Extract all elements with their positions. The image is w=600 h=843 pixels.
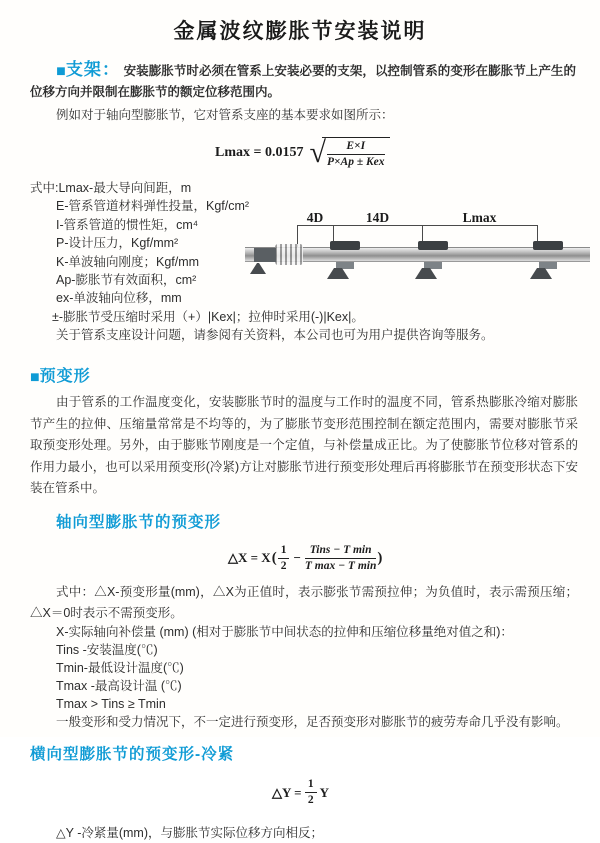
definition-line: 关于管系支座设计问题，请参阅有关资料，本公司也可为用户提供咨询等服务。 <box>56 328 494 343</box>
lmax-fraction <box>327 140 385 169</box>
temperature-fraction <box>305 544 377 573</box>
formula-axial <box>228 544 600 573</box>
blue-square-icon: ■ <box>30 369 40 386</box>
lateral-formula-rhs: Y <box>319 784 329 800</box>
section-heading-yubianxing: 预变形 <box>39 368 91 385</box>
dimension-label-4d: 4D <box>306 210 324 225</box>
definition-line: 式中:Lmax-最大导向间距，m <box>30 181 192 195</box>
bellows-expansion-joint <box>275 244 303 265</box>
definition-line: P-设计压力，Kgf/mm² <box>56 236 179 251</box>
lateral-note-text: △Y -冷紧量(mm)，与膨胀节实际位移方向相反； <box>56 826 324 841</box>
lateral-fraction-denominator: 2 <box>307 794 314 807</box>
sqrt-symbol: √ <box>309 136 326 169</box>
axial-definition-line: X-实际轴向补偿量 (mm) (相对于膨胀节中间状态的拉伸和压缩位移量绝对值之和)： <box>56 625 513 639</box>
axial-definition-line: Tmax > Tins ≥ Tmin <box>56 697 166 712</box>
formula-lateral <box>272 778 600 807</box>
support-base <box>415 268 437 279</box>
close-paren: ) <box>377 549 383 566</box>
axial-definition-line: 一般变形和受力情况下，不一定进行预变形，足否预变形对膨胀节的疲劳寿命几乎没有影响。 <box>56 715 569 730</box>
page-title: 金属波纹膨胀节安装说明 <box>173 20 427 43</box>
yubianxing-body-text: 由于管系的工作温度变化，安装膨胀节时的温度与工作时的温度不同，管系热膨胀冷缩对膨胀节产生的拉伸、压缩量常常是不均等的，为了膨胀节变形范围控制在额定范围内，需要对膨胀节采取预变形处理。另外，由于膨账节刚度是一个定值，与补偿量成正比。为了使膨胀节位移对管系的作用力最小，也可以采用预变形(冷紧)方让对膨胀节进行预变形处理后再将膨胀节在预变形状态下安装在管系中。 <box>30 395 578 495</box>
section-yubianxing-heading <box>30 363 600 387</box>
support-base <box>530 268 552 279</box>
axial-definition-line: Tmin-最低设计温度(℃) <box>56 661 184 676</box>
blue-square-icon: ■ <box>56 63 66 80</box>
lateral-half-fraction <box>305 778 317 807</box>
support-base <box>327 268 349 279</box>
support-clamp <box>330 241 360 250</box>
lmax-fraction-denominator: P×Ap ± Kex <box>326 156 385 168</box>
formula-lmax <box>215 137 600 169</box>
lmax-fraction-numerator: E×I <box>327 140 385 155</box>
temperature-fraction-denominator: T max − T min <box>304 559 377 572</box>
pipe-support-figure <box>245 211 595 311</box>
half-fraction-denominator: 2 <box>280 559 287 572</box>
definition-line: K-单波轴向刚度；Kgf/mm <box>56 254 200 269</box>
definition-line: E-管系管道材料弹性投量，Kgf/cm² <box>56 199 250 214</box>
axial-definition-line: Tins -安装温度(℃) <box>56 643 158 658</box>
section-heading-zhijia: 支架： <box>65 60 121 79</box>
temperature-fraction-numerator: Tins − T min <box>305 544 377 559</box>
zhijia-body-text: 安装膨胀节时必须在管系上安装必要的支架，以控制管系的变形在膨胀节上产生的位移方向并限制在膨胀节的额定位移范围内。 <box>30 64 576 99</box>
section-zhijia <box>30 59 576 103</box>
definition-line: Ap-膨胀节有效面积，cm² <box>56 273 197 288</box>
anchor-clamp <box>254 248 276 262</box>
anchor-base <box>250 263 266 274</box>
definition-line: ex-单波轴向位移，mm <box>56 291 182 306</box>
axial-definition-line: Tmax -最高设计温 (℃) <box>56 679 182 694</box>
definition-line: ±-膨胀节受压缩时采用（+）|Kex|；拉伸时采用(-)|Kex|。 <box>52 309 364 324</box>
subheading-lateral: 横向型膨胀节的预变形-冷紧 <box>30 746 235 764</box>
open-paren: ( <box>271 549 277 566</box>
lateral-fraction-numerator: 1 <box>305 778 317 793</box>
sqrt-radicand <box>322 137 390 169</box>
definition-line: I-管系管道的惯性矩，cm⁴ <box>56 217 199 232</box>
support-clamp <box>533 241 563 250</box>
subheading-axial: 轴向型膨胀节的预变形 <box>56 513 222 531</box>
axial-note-text: 式中：△X-预变形量(mm)，△X为正值时，表示膨张节需预拉伸；为负值时，表示需预压缩；△X＝0时表示不需预变形。 <box>30 584 578 620</box>
definitions-region <box>0 179 600 351</box>
dimension-label-lmax: Lmax <box>462 210 497 225</box>
formula-lmax-lhs: Lmax = 0.0157 <box>215 145 304 160</box>
lateral-formula-lhs: △Y = <box>272 784 302 800</box>
half-fraction-numerator: 1 <box>278 544 290 559</box>
zhijia-example-line: 例如对于轴向型膨胀节，它对管系支座的基本要求如图所示： <box>56 108 394 122</box>
support-clamp <box>418 241 448 250</box>
dimension-label-14d: 14D <box>365 210 390 225</box>
half-fraction <box>278 544 290 573</box>
minus-sign: − <box>293 550 301 565</box>
axial-formula-lhs: △X = X <box>228 550 271 565</box>
